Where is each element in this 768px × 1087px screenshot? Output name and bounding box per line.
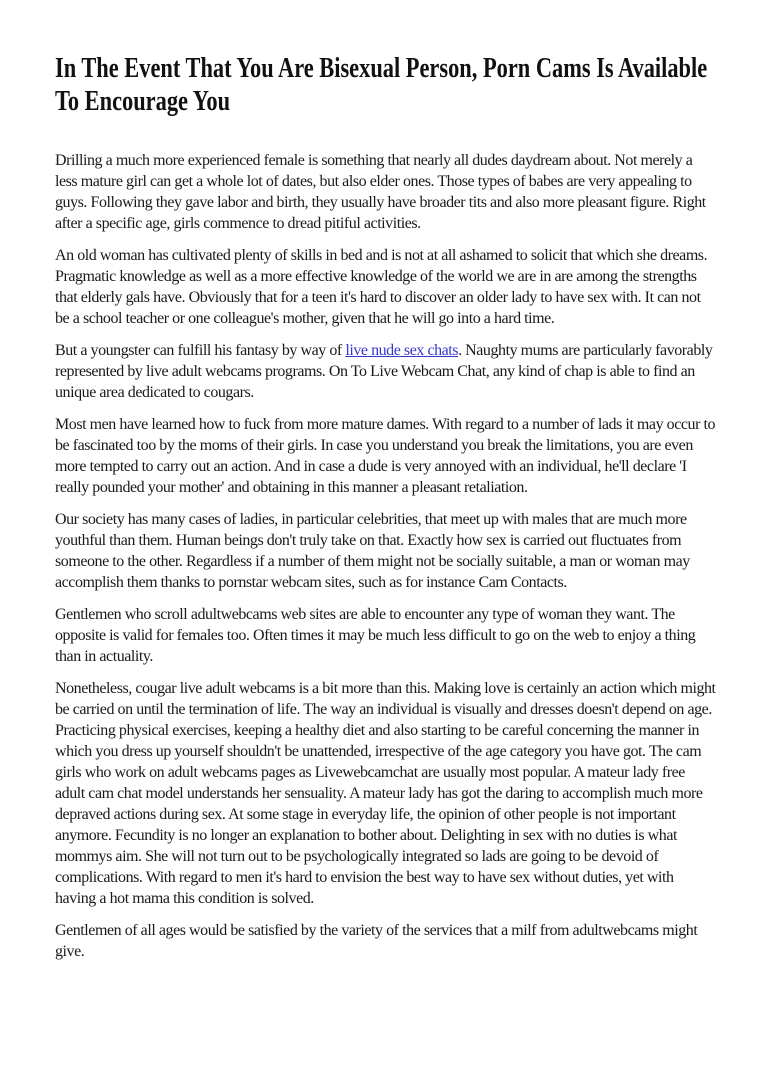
article-paragraph: Gentlemen of all ages would be satisfied by the variety of the services that a milf from adultwebcams might give.: [55, 922, 698, 960]
article-paragraph: Nonetheless, cougar live adult webcams is a bit more than this. Making love is certainly an action which might be carried on until the termination of life. The way an individual is visually and dresses doesn't depend on age. Practicing physical exercises, keeping a healthy diet and also starting to be careful concerning the manner in which you dress up yourself shouldn't be unattended, irrespective of the age category you have got. The cam girls who work on adult webcams pages as Livewebcamchat are usually most popular. A mateur lady free adult cam chat model understands her sensuality. A mateur lady has got the daring to accomplish much more depraved actions during sex. At some stage in everyday life, the opinion of other people is not important anymore. Fecundity is no longer an explanation to bother about. Delighting in sex with no duties is what mommys aim. She will not turn out to be psychologically integrated so lads are going to be devoid of complications. With regard to men it's hard to envision the best way to have sex without duties, yet with having a hot mama this condition is solved.: [55, 680, 716, 907]
article-paragraph: Our society has many cases of ladies, in particular celebrities, that meet up with males that are much more youthful than them. Human beings don't truly take on that. Exactly how sex is carried out fluctuates from someone to the other. Regardless if a number of them might not be socially suitable, a man or woman may accomplish them thanks to pornstar webcam sites, such as for instance Cam Contacts.: [55, 511, 690, 591]
live-nude-sex-chats-link[interactable]: live nude sex chats: [345, 342, 459, 359]
article-title: In The Event That You Are Bisexual Person, Porn Cams Is Available To Encourage You: [55, 53, 708, 117]
article-paragraph: Drilling a much more experienced female is something that nearly all dudes daydream about. Not merely a less mature girl can get a whole lot of dates, but also elder ones. Those types of babes are very appealing to guys. Following they gave labor and birth, they usually have broader tits and also more pleasant figure. Right after a specific age, girls commence to dread pitiful activities.: [55, 152, 706, 232]
article-paragraph: Most men have learned how to fuck from more mature dames. With regard to a number of lads it may occur to be fascinated too by the moms of their girls. In case you understand you break the limitations, you are even more tempted to carry out an action. And in case a dude is very annoyed with an individual, he'll declare 'I really pounded your mother' and obtaining in this manner a pleasant retaliation.: [55, 416, 716, 496]
article-paragraph: [55, 340, 717, 403]
article-paragraph: Gentlemen who scroll adultwebcams web sites are able to encounter any type of woman they want. The opposite is valid for females too. Often times it may be much less difficult to go on the web to enjoy a thing than in actuality.: [55, 606, 696, 665]
paragraph-text: But a youngster can fulfill his fantasy by way of: [55, 342, 346, 359]
article-paragraph: An old woman has cultivated plenty of skills in bed and is not at all ashamed to solicit that which she dreams. Pragmatic knowledge as well as a more effective knowledge of the world we are in are among the strengths that elderly gals have. Obviously that for a teen it's hard to discover an older lady to have sex with. It can not be a school teacher or one colleague's mother, given that he will go into a hard time.: [55, 247, 708, 327]
paragraph-text: . Naughty mums are particularly favorably represented by live adult webcams programs. On To Live Webcam Chat, any kind of chap is able to find an unique area dedicated to cougars.: [55, 342, 713, 401]
